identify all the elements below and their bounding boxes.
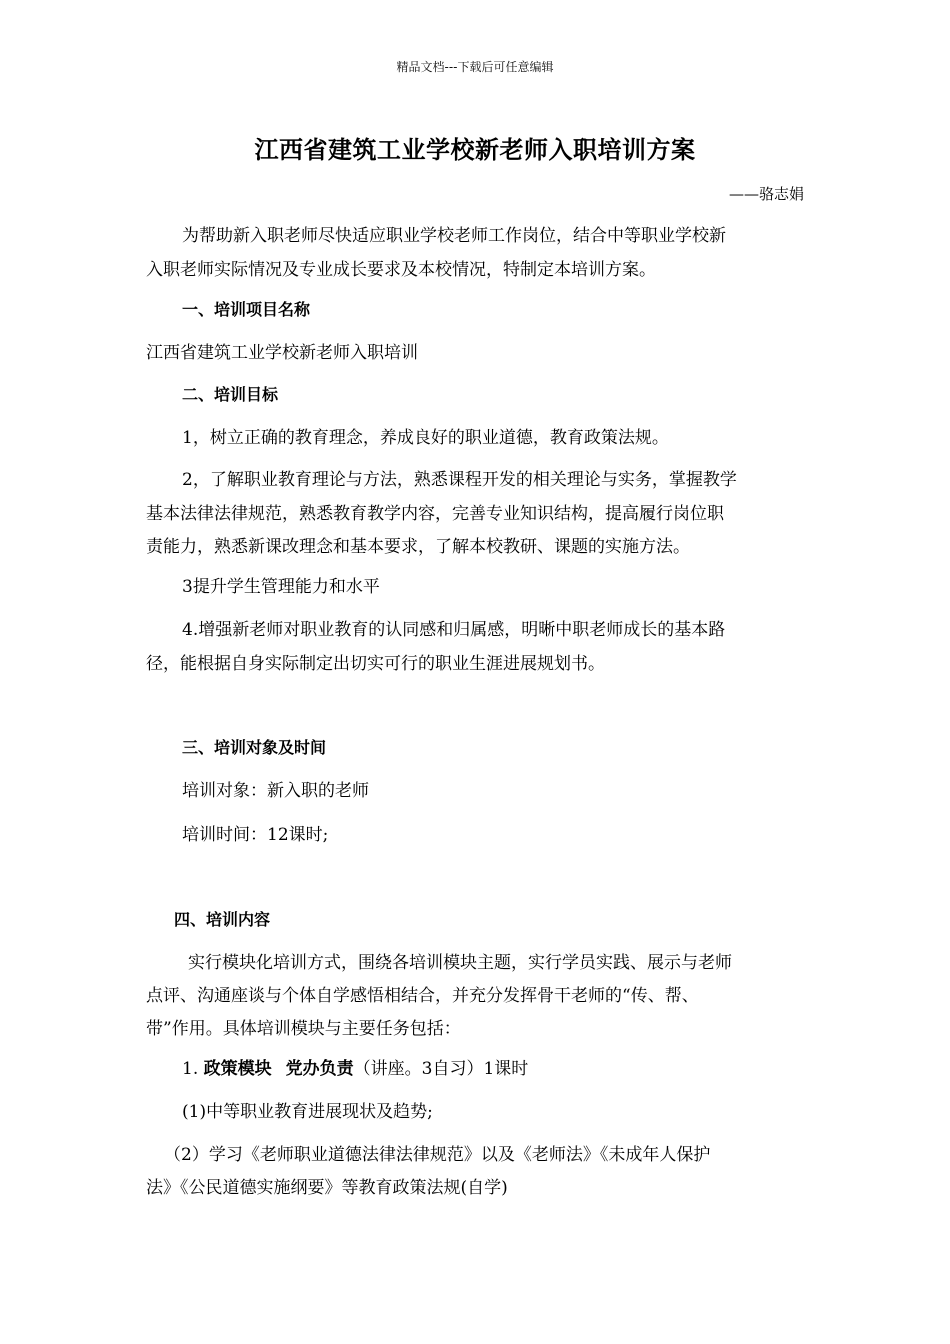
module-1-sub-2-line-1: （2）学习《老师职业道德法律法律规范》以及《老师法》《未成年人保护 [164, 1145, 711, 1165]
content-intro-line-1: 实行模块化培训方式，围绕各培训模块主题，实行学员实践、展示与老师 [188, 953, 732, 973]
section3-heading: 三、培训对象及时间 [182, 738, 327, 757]
module-1-number: 1. [182, 1059, 204, 1079]
module-1-line [182, 1052, 808, 1086]
document-title: 江西省建筑工业学校新老师入职培训方案 [254, 136, 696, 164]
intro-line-2: 入职老师实际情况及专业成长要求及本校情况，特制定本培训方案。 [146, 260, 656, 280]
goal-item-3: 3提升学生管理能力和水平 [182, 577, 380, 597]
section4-heading: 四、培训内容 [174, 910, 271, 929]
module-1-name: 政策模块 [203, 1059, 272, 1079]
module-1-owner: 党办负责 [285, 1059, 354, 1079]
content-intro-line-3: 带”作用。具体培训模块与主要任务包括： [146, 1019, 461, 1039]
goal-item-1: 1，树立正确的教育理念，养成良好的职业道德，教育政策法规。 [182, 428, 669, 448]
goal-item-4-line-2: 径，能根据自身实际制定出切实可行的职业生涯进展规划书。 [146, 654, 605, 674]
module-1-detail: （讲座。3自习）1课时 [353, 1059, 529, 1079]
intro-line-1: 为帮助新入职老师尽快适应职业学校老师工作岗位，结合中等职业学校新 [182, 226, 726, 246]
author-line: ——骆志娟 [728, 185, 804, 203]
goal-item-4-line-1: 4.增强新老师对职业教育的认同感和归属感，明晰中职老师成长的基本路 [182, 620, 726, 640]
goal-item-2-line-1: 2，了解职业教育理论与方法，熟悉课程开发的相关理论与实务，掌握教学 [182, 470, 737, 490]
module-1-sub-1: (1)中等职业教育进展现状及趋势; [182, 1102, 433, 1122]
training-time: 培训时间：12课时; [182, 825, 329, 845]
training-target: 培训对象：新入职的老师 [182, 781, 369, 801]
goal-item-2-line-2: 基本法律法律规范，熟悉教育教学内容，完善专业知识结构，提高履行岗位职 [146, 504, 724, 524]
section1-heading: 一、培训项目名称 [182, 300, 311, 319]
header-note: 精品文档---下载后可任意编辑 [396, 60, 554, 74]
content-intro-line-2: 点评、沟通座谈与个体自学感悟相结合，并充分发挥骨干老师的“传、帮、 [146, 986, 699, 1006]
section1-body: 江西省建筑工业学校新老师入职培训 [146, 343, 418, 363]
section2-heading: 二、培训目标 [182, 385, 279, 404]
goal-item-2-line-3: 责能力，熟悉新课改理念和基本要求，了解本校教研、课题的实施方法。 [146, 537, 690, 557]
module-1-sub-2-line-2: 法》《公民道德实施纲要》等教育政策法规(自学) [146, 1178, 508, 1198]
